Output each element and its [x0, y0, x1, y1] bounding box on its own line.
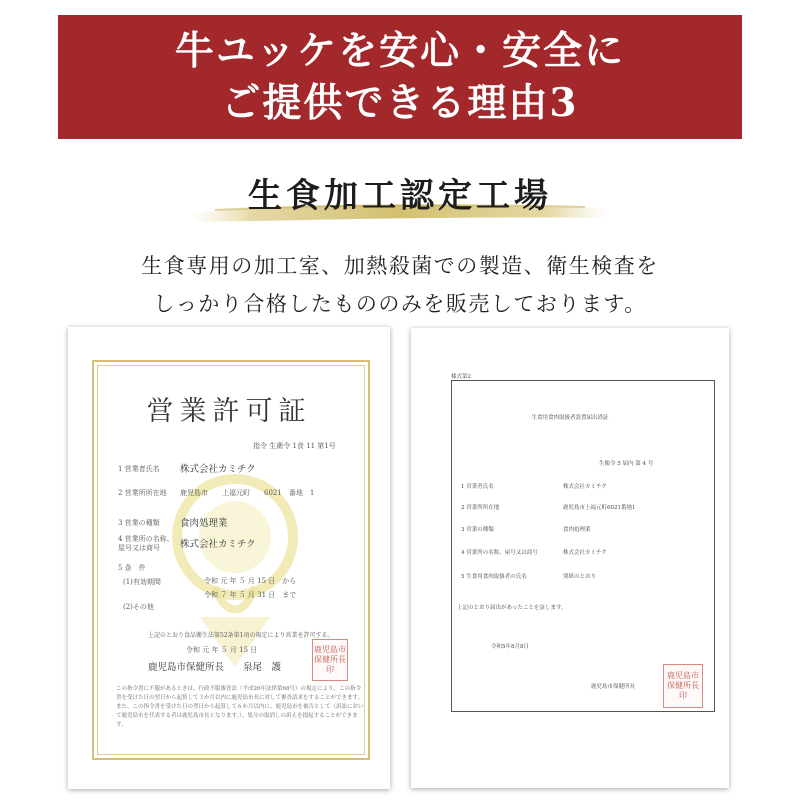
reg-row-label-3: 3 営業の種類 [461, 527, 494, 533]
license-row-value-2: 鹿児島市 上福元町 6021 番地 1 [180, 489, 315, 497]
banner-line-1: 牛ユッケを安心・安全に [174, 28, 626, 74]
license-statement: 上記のとおり食品衛生法第52条第1項の規定により営業を許可する。 [148, 632, 334, 639]
license-validity-from: 令和 元 年 ５ 月 15 日 から [204, 577, 297, 585]
description [0, 247, 800, 323]
section-subtitle: 生食加工認定工場 [248, 176, 552, 216]
description-line-1: 生食専用の加工室、加熱殺菌での製造、衛生検査を [141, 254, 659, 278]
description-line-2: しっかり合格したもののみを販売しております。 [153, 292, 647, 316]
license-row-label-4: 4 営業所の名称、屋号又は商号 [118, 535, 174, 552]
reg-row-value-5: 別紙のとおり [563, 574, 597, 580]
license-appeal-note: この指令書に不服があるときは、行政不服審査法（平成26年法律第68号）の規定により、この指令書を受けた日の翌日から起算して３か月以内に鹿児島市長に対して審査請求をすることができます。また、この指令書を受けた日の翌日から起算して６か月以内に、鹿児島市を被告として（訴訟において鹿児島市を代表する者は鹿児島市長となります。）、処分の取消しの訴えを提起することができます。 [116, 686, 364, 728]
license-title: 営業許可証 [146, 396, 312, 427]
reg-official-seal: 鹿児島市保健所長印 [663, 664, 703, 708]
license-row-label-5: 5 条 件 [118, 564, 146, 572]
license-row-label-1: 1 営業者氏名 [118, 465, 160, 473]
license-validity-to: 令和 ７ 年 ５ 月 31 日 まで [204, 591, 297, 599]
reg-row-label-5: 5 生食用食肉取扱者の氏名 [461, 574, 527, 580]
license-row-label-3: 3 営業の種類 [118, 519, 160, 527]
reg-row-label-4: 4 営業所の名称、屋号又は商号 [461, 550, 538, 556]
reg-row-value-1: 株式会社カミチク [563, 484, 607, 490]
reg-row-value-4: 株式会社カミチク [563, 550, 607, 556]
reg-title: 生食用食肉取扱者設置届出済証 [531, 415, 609, 421]
license-issuer: 鹿児島市保健所長 泉尾 護 [148, 662, 282, 673]
license-row-value-4: 株式会社カミチク [180, 539, 256, 550]
license-row-label-6: (1)有効期間 [123, 578, 161, 586]
business-license-document [68, 327, 390, 789]
license-row-label-8: (2)その他 [123, 603, 154, 611]
license-row-label-2: 2 営業所所在地 [118, 489, 167, 497]
reg-form-number: 様式第2 [451, 374, 471, 380]
reg-statement: 上記のとおり届出があったことを証します。 [457, 605, 567, 611]
title-banner [58, 15, 742, 139]
license-number: 指令 生衛令 1食 11 第1号 [253, 442, 336, 450]
reg-number: 生衛令 5 届内 第 4 号 [599, 461, 654, 467]
license-row-value-1: 株式会社カミチク [180, 464, 256, 475]
registration-certificate-document [411, 328, 729, 788]
license-date: 令和 元 年 ５ 月 15 日 [186, 646, 258, 654]
license-official-seal: 鹿児島市保健所長印 [312, 639, 348, 681]
reg-border-box [451, 380, 715, 712]
reg-row-value-2: 鹿児島市上福元町6021番地1 [563, 505, 636, 511]
reg-row-label-1: 1 営業者氏名 [461, 484, 494, 490]
reg-row-value-3: 食肉処理業 [563, 527, 591, 533]
banner-line-2: ご提供できる理由3 [221, 80, 579, 126]
reg-date: 令和5年8月8日 [491, 644, 529, 650]
reg-issuer: 鹿児島市保健所長 [591, 684, 636, 690]
reg-row-label-2: 2 営業所所在地 [461, 505, 500, 511]
license-row-value-3: 食肉処理業 [180, 518, 228, 529]
